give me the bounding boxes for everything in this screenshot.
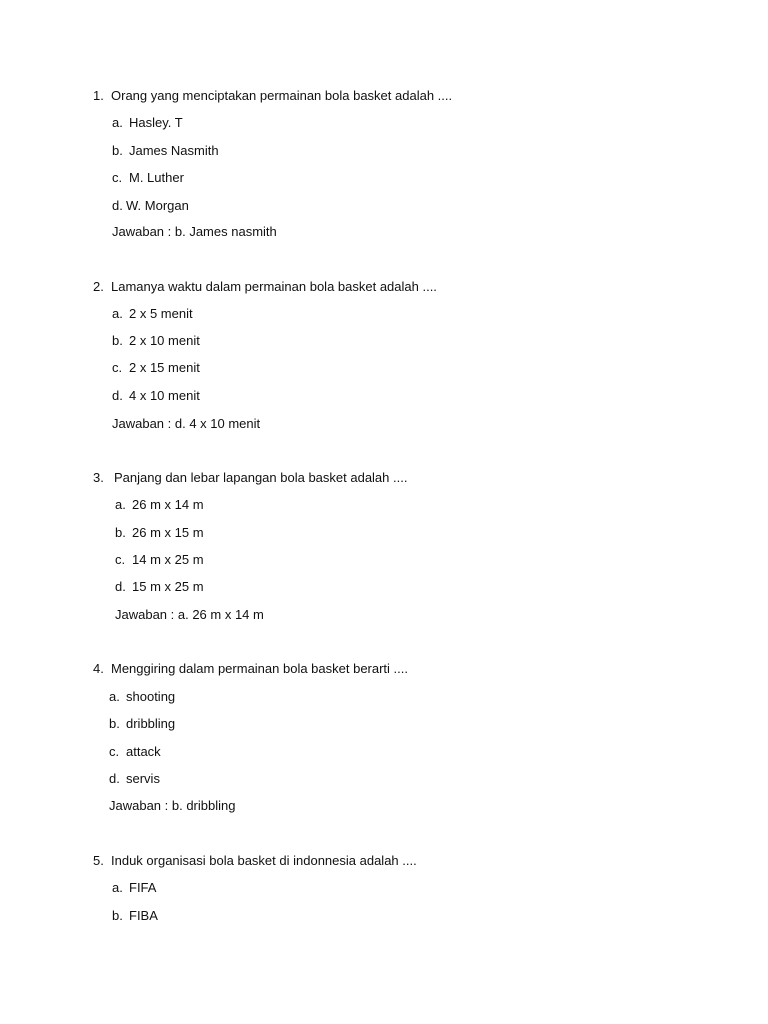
option-a: [115, 497, 204, 513]
option-letter: c.: [112, 170, 123, 185]
option-text: Hasley. T: [129, 115, 183, 130]
option-letter: a.: [112, 306, 123, 321]
answer-line: Jawaban : b. dribbling: [109, 798, 236, 813]
option-letter: d.: [115, 579, 126, 594]
option-letter: d.: [112, 198, 123, 213]
option-a: [109, 689, 175, 705]
option-letter: a.: [112, 115, 123, 130]
option-letter: d.: [109, 771, 120, 786]
option-text: 2 x 5 menit: [129, 306, 193, 321]
option-text: M. Luther: [129, 170, 184, 185]
question-text: Lamanya waktu dalam permainan bola basket adalah ....: [111, 279, 437, 294]
question-text: Induk organisasi bola basket di indonnesia adalah ....: [111, 853, 417, 868]
question-number: 1.: [93, 88, 104, 103]
option-text: dribbling: [126, 716, 176, 731]
option-d: [109, 771, 160, 787]
option-letter: b.: [109, 716, 120, 731]
option-text: servis: [126, 771, 160, 786]
option-c: [109, 744, 161, 760]
question-text: Menggiring dalam permainan bola basket berarti ....: [111, 661, 408, 676]
option-letter: b.: [112, 333, 123, 348]
option-letter: a.: [109, 689, 120, 704]
option-letter: b.: [112, 908, 123, 923]
option-b: [115, 525, 204, 541]
option-letter: a.: [112, 880, 123, 895]
option-b: [109, 716, 175, 732]
option-text: attack: [126, 744, 161, 759]
option-text: 4 x 10 menit: [129, 388, 200, 403]
option-text: 2 x 15 menit: [129, 360, 200, 375]
option-d: [112, 198, 189, 214]
answer-line: Jawaban : a. 26 m x 14 m: [115, 607, 264, 622]
option-a: [112, 115, 183, 131]
question-text: Panjang dan lebar lapangan bola basket adalah ....: [114, 470, 408, 485]
option-letter: b.: [112, 143, 123, 158]
option-letter: c.: [115, 552, 126, 567]
option-c: [112, 170, 184, 186]
question-text: Orang yang menciptakan permainan bola basket adalah ....: [111, 88, 453, 103]
option-d: [112, 388, 200, 404]
option-a: [112, 306, 193, 322]
option-text: FIFA: [129, 880, 157, 895]
question-number: 5.: [93, 853, 104, 868]
option-text: 15 m x 25 m: [132, 579, 204, 594]
option-text: shooting: [126, 689, 176, 704]
answer-line: Jawaban : d. 4 x 10 menit: [112, 416, 261, 431]
option-letter: b.: [115, 525, 126, 540]
option-letter: d.: [112, 388, 123, 403]
option-b: [112, 908, 158, 924]
option-text: 2 x 10 menit: [129, 333, 200, 348]
question-number: 3.: [93, 470, 104, 485]
option-text: James Nasmith: [129, 143, 219, 158]
option-d: [115, 579, 204, 595]
option-c: [115, 552, 204, 568]
option-text: 14 m x 25 m: [132, 552, 204, 567]
question-number: 4.: [93, 661, 104, 676]
question-number: 2.: [93, 279, 104, 294]
option-letter: c.: [112, 360, 123, 375]
answer-line: Jawaban : b. James nasmith: [112, 224, 277, 239]
option-text: 26 m x 15 m: [132, 525, 204, 540]
option-letter: a.: [115, 497, 126, 512]
option-text: W. Morgan: [126, 198, 189, 213]
option-c: [112, 360, 200, 376]
option-text: 26 m x 14 m: [132, 497, 204, 512]
option-a: [112, 880, 156, 896]
option-text: FIBA: [129, 908, 158, 923]
option-letter: c.: [109, 744, 120, 759]
option-b: [112, 143, 219, 159]
option-b: [112, 333, 200, 349]
